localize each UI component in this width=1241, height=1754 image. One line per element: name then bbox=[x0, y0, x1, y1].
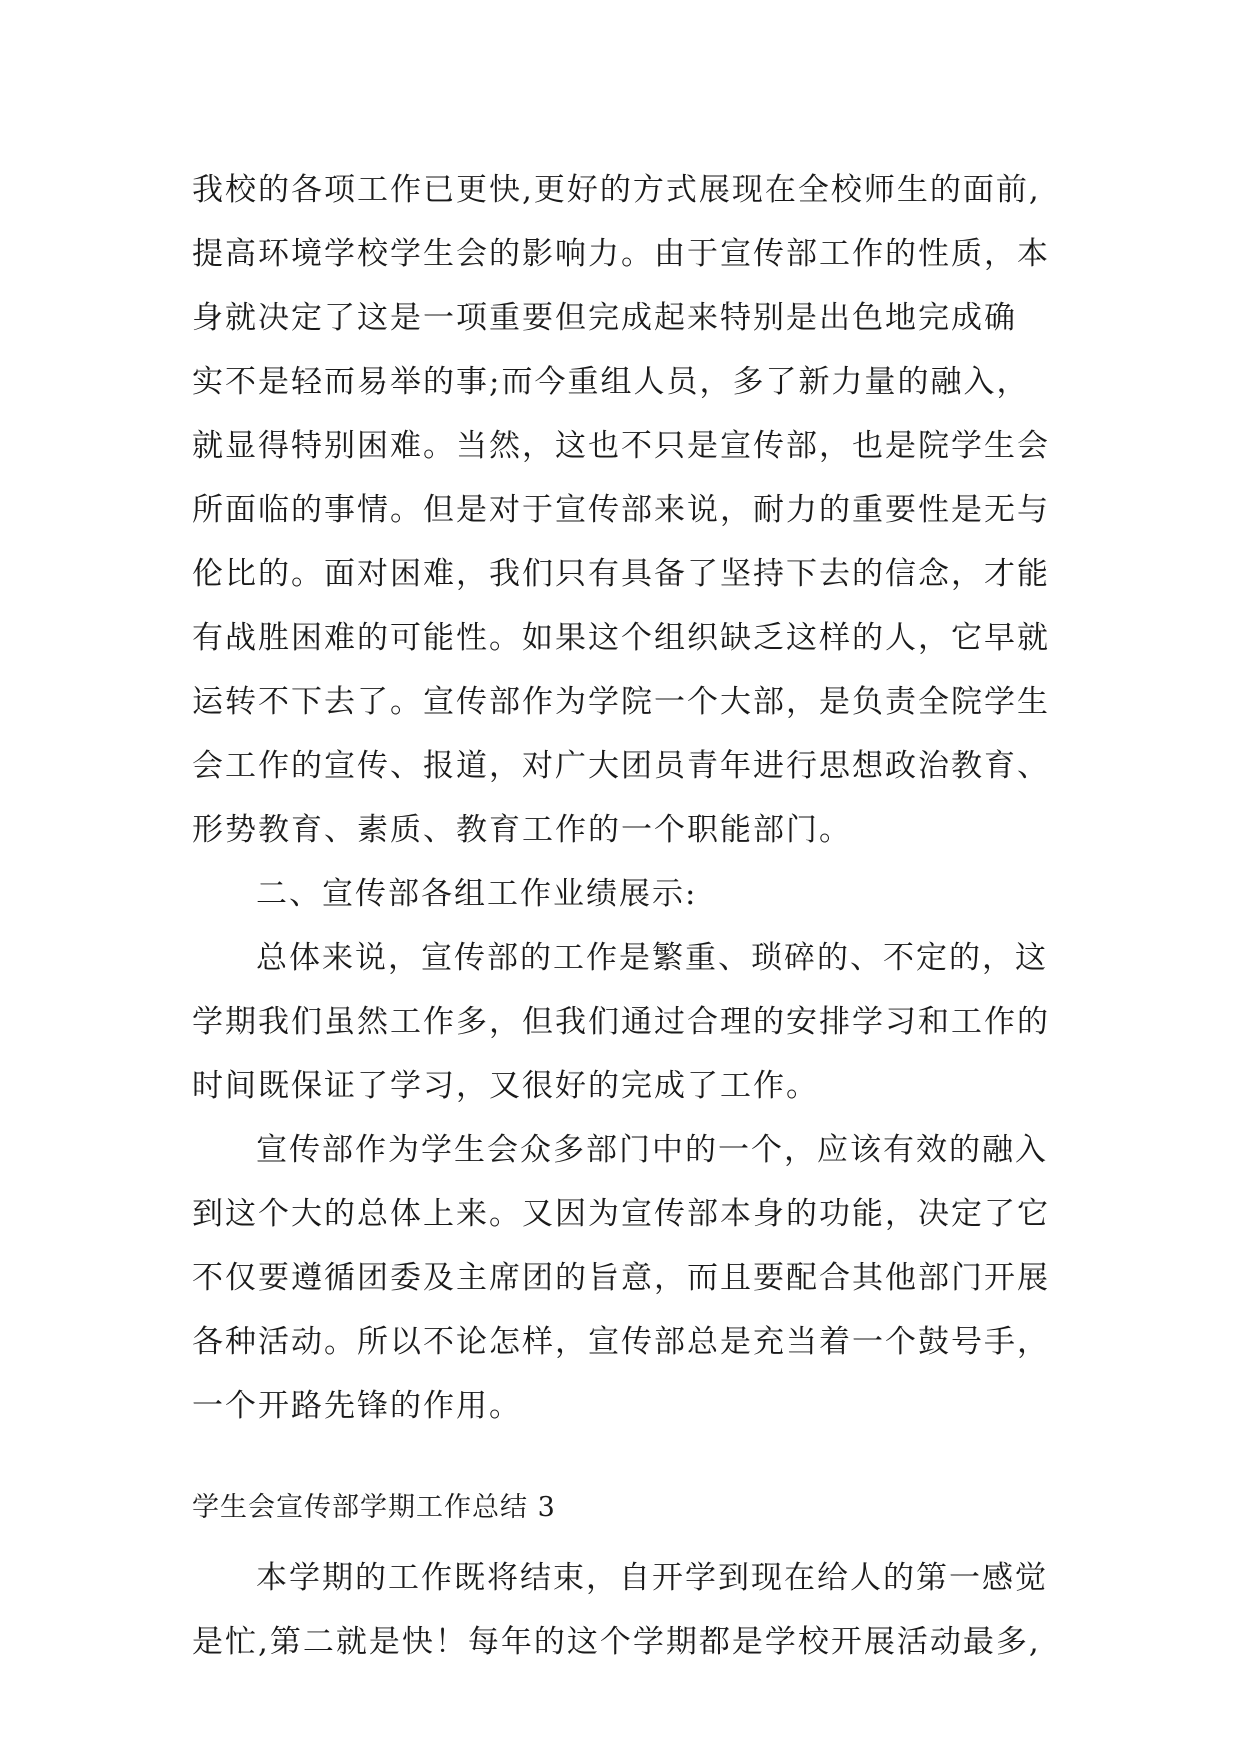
body-text-line: 形势教育、素质、教育工作的一个职能部门。 bbox=[192, 812, 852, 848]
body-text-line: 各种活动。所以不论怎样，宣传部总是充当着一个鼓号手， bbox=[192, 1324, 1050, 1360]
body-text-line: 到这个大的总体上来。又因为宣传部本身的功能，决定了它 bbox=[192, 1196, 1050, 1232]
body-text-line: 宣传部作为学生会众多部门中的一个，应该有效的融入 bbox=[256, 1132, 1048, 1168]
body-text-line: 本学期的工作既将结束，自开学到现在给人的第一感觉 bbox=[256, 1560, 1048, 1596]
body-text-line: 总体来说，宣传部的工作是繁重、琐碎的、不定的，这 bbox=[256, 940, 1048, 976]
body-text-line: 实不是轻而易举的事;而今重组人员，多了新力量的融入， bbox=[192, 364, 1030, 400]
body-text-line: 就显得特别困难。当然，这也不只是宣传部，也是院学生会 bbox=[192, 428, 1050, 464]
body-text-line: 所面临的事情。但是对于宣传部来说，耐力的重要性是无与 bbox=[192, 492, 1050, 528]
body-text-line: 是忙,第二就是快！每年的这个学期都是学校开展活动最多, bbox=[192, 1624, 1041, 1660]
body-text-line: 有战胜困难的可能性。如果这个组织缺乏这样的人，它早就 bbox=[192, 620, 1050, 656]
section-heading: 学生会宣传部学期工作总结 3 bbox=[192, 1492, 556, 1523]
body-text-line: 不仅要遵循团委及主席团的旨意，而且要配合其他部门开展 bbox=[192, 1260, 1050, 1296]
body-text-line: 运转不下去了。宣传部作为学院一个大部，是负责全院学生 bbox=[192, 684, 1050, 720]
body-text-line: 伦比的。面对困难，我们只有具备了坚持下去的信念，才能 bbox=[192, 556, 1050, 592]
body-text-line: 时间既保证了学习，又很好的完成了工作。 bbox=[192, 1068, 819, 1104]
body-text-line: 一个开路先锋的作用。 bbox=[192, 1388, 522, 1424]
body-text-line: 我校的各项工作已更快,更好的方式展现在全校师生的面前, bbox=[192, 172, 1041, 208]
section-title: 二、宣传部各组工作业绩展示: bbox=[256, 876, 698, 912]
body-text-line: 学期我们虽然工作多，但我们通过合理的安排学习和工作的 bbox=[192, 1004, 1050, 1040]
body-text-line: 提高环境学校学生会的影响力。由于宣传部工作的性质，本 bbox=[192, 236, 1050, 272]
body-text-line: 会工作的宣传、报道，对广大团员青年进行思想政治教育、 bbox=[192, 748, 1050, 784]
body-text-line: 身就决定了这是一项重要但完成起来特别是出色地完成确 bbox=[192, 300, 1017, 336]
